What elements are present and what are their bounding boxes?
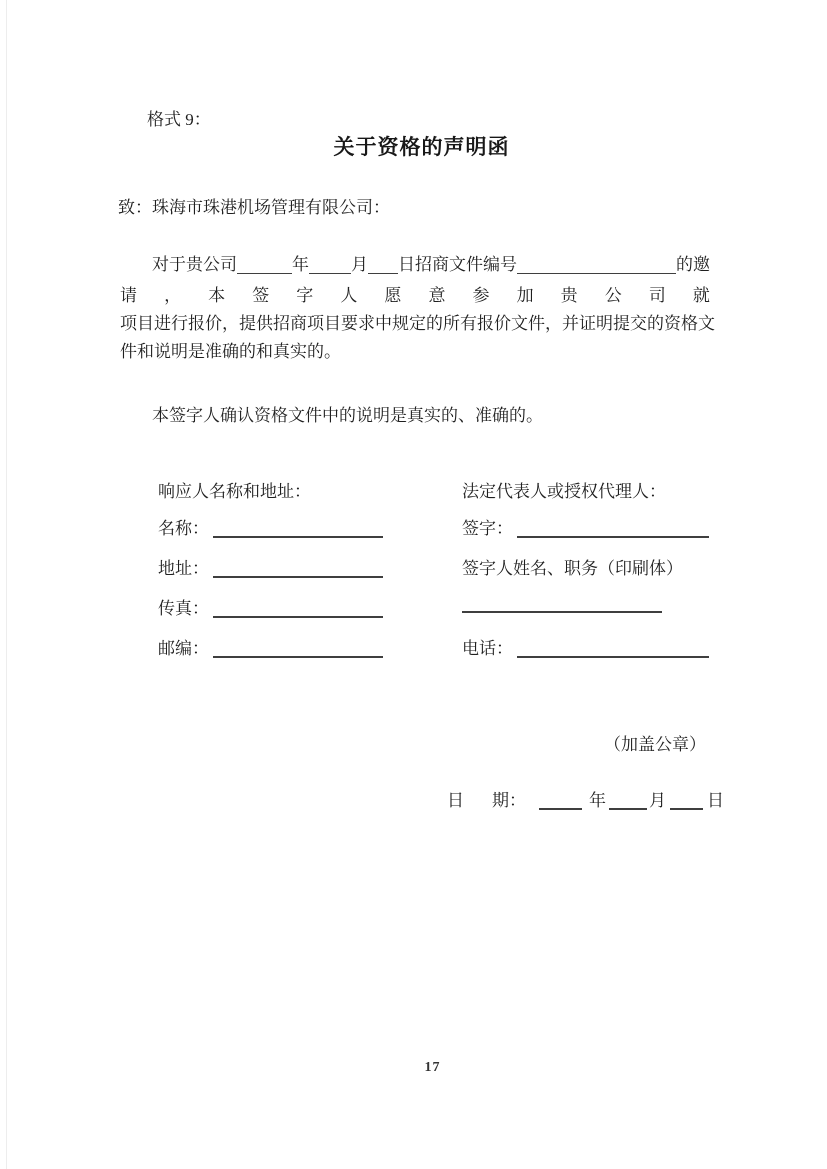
signature-field: [462, 514, 709, 539]
postcode-field: [158, 634, 383, 659]
fax-field: [158, 594, 383, 619]
justified-char: 加: [516, 286, 534, 305]
justified-char: 就: [692, 286, 710, 305]
postcode-label: 邮编：: [158, 639, 209, 658]
date-label: 期：: [492, 791, 526, 810]
paragraph-line-4: 件和说明是准确的和真实的。: [120, 342, 341, 361]
representative-header: 法定代表人或授权代理人：: [462, 482, 666, 501]
phone-field: [462, 634, 709, 659]
date-word-day: 日: [447, 791, 464, 810]
signer-name-title-blank: [462, 597, 662, 613]
paragraph-line-1: [120, 255, 752, 275]
justified-char: 签: [252, 286, 270, 305]
respondent-header: 响应人名称和地址：: [158, 482, 311, 501]
form-row-1: [0, 514, 827, 540]
signer-name-title-field: [462, 594, 662, 614]
signer-name-title-note: [462, 554, 683, 579]
date-year-char: 年: [589, 791, 606, 810]
para-seg: 年: [292, 255, 309, 274]
date-year-blank: [539, 794, 582, 810]
justified-char: 人: [340, 286, 358, 305]
seal-note: （加盖公章）: [604, 735, 706, 754]
justified-char: 参: [472, 286, 490, 305]
paragraph-line-2-justified: [120, 286, 710, 306]
justified-char: 字: [296, 286, 314, 305]
justified-char: 贵: [560, 286, 578, 305]
confirmation-sentence: 本签字人确认资格文件中的说明是真实的、准确的。: [152, 406, 543, 425]
paragraph-line-3: 项目进行报价，提供招商项目要求中规定的所有报价文件，并证明提交的资格文: [120, 314, 715, 333]
para-seg: 月: [351, 255, 368, 274]
justified-char: 意: [428, 286, 446, 305]
form-row-2: [0, 554, 827, 580]
address-label: 地址：: [158, 559, 209, 578]
name-blank: [213, 522, 383, 538]
para-seg: 的邀: [676, 255, 710, 274]
justified-char: 公: [604, 286, 622, 305]
doc-number-blank: [517, 259, 676, 274]
signature-label: 签字：: [462, 519, 513, 538]
month-blank: [309, 259, 351, 274]
justified-char: 本: [208, 286, 226, 305]
date-day-blank: [670, 794, 703, 810]
phone-blank: [517, 642, 709, 658]
name-field: [158, 514, 383, 539]
para-seg: 对于贵公司: [152, 255, 237, 274]
signature-blank: [517, 522, 709, 538]
address-field: [158, 554, 383, 579]
justified-char: 司: [648, 286, 666, 305]
justified-char: 请: [120, 286, 137, 305]
salutation: 致：珠海市珠港机场管理有限公司：: [118, 198, 390, 217]
day-blank: [368, 259, 398, 274]
date-month-blank: [609, 794, 647, 810]
scan-edge-line: [6, 0, 7, 1169]
signer-name-title-label: 签字人姓名、职务（印刷体）: [462, 559, 683, 578]
form-row-4: [0, 634, 827, 660]
form-row-3: [0, 594, 827, 620]
date-month-char: 月: [649, 791, 666, 810]
phone-label: 电话：: [462, 639, 513, 658]
date-day-char: 日: [707, 791, 724, 810]
justified-char: 愿: [384, 286, 402, 305]
fax-blank: [213, 602, 383, 618]
date-line: [447, 786, 724, 811]
justified-char: ，: [164, 286, 182, 305]
name-label: 名称：: [158, 519, 209, 538]
address-blank: [213, 562, 383, 578]
para-seg: 日招商文件编号: [398, 255, 517, 274]
fax-label: 传真：: [158, 599, 209, 618]
page-number: 17: [424, 1060, 441, 1075]
postcode-blank: [213, 642, 383, 658]
year-blank: [237, 259, 292, 274]
doc-title: 关于资格的声明函: [333, 136, 510, 159]
format-label: 格式 9：: [147, 110, 211, 129]
